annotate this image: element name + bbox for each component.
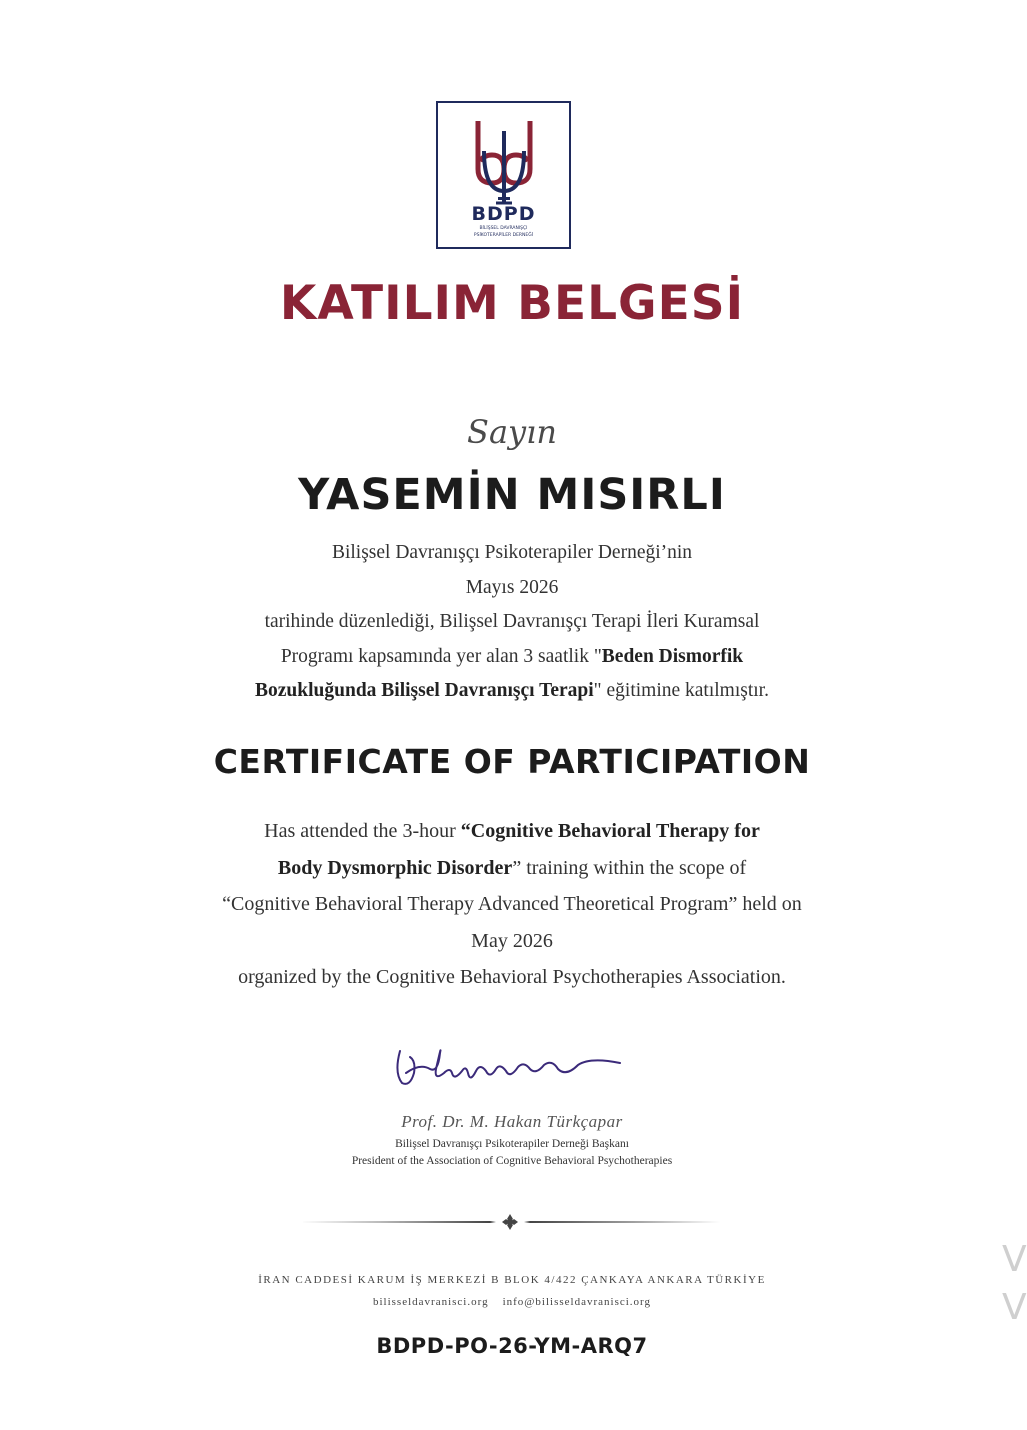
handwritten-signature-icon — [380, 1033, 650, 1093]
footer-email[interactable]: info@bilisseldavranisci.org — [502, 1296, 652, 1308]
bdpd-logo — [436, 101, 571, 249]
tr-body-line: Bilişsel Davranışçı Psikoterapiler Derneği’nin — [331, 542, 693, 563]
tr-body-line — [0, 674, 1024, 709]
logo-name: BDPD — [471, 203, 536, 225]
recipient-name: YASEMİN MISIRLI — [298, 470, 726, 520]
tr-body-line: tarihinde düzenlediği, Bilişsel Davranışçı Terapi İleri Kuramsal — [264, 611, 760, 632]
en-body-line — [0, 813, 1024, 850]
signer-title-tr: Bilişsel Davranışçı Psikoterapiler Derneği Başkanı — [395, 1138, 629, 1150]
watermark-line: V — [1002, 1239, 1027, 1280]
signer-name: Prof. Dr. M. Hakan Türkçapar — [401, 1112, 623, 1131]
logo-subtitle-line1: BİLİŞSEL DAVRANIŞÇI — [479, 226, 528, 231]
tr-body-date: Mayıs 2026 — [465, 576, 559, 598]
footer-website[interactable]: bilisseldavranisci.org — [372, 1296, 489, 1308]
watermark-line: V — [1002, 1287, 1027, 1328]
tr-body-text: " eğitimine katılmıştır. — [593, 680, 769, 701]
en-body-line — [0, 850, 1024, 887]
en-body-line: organized by the Cognitive Behavioral Psychotherapies Association. — [238, 966, 786, 988]
turkish-body-text — [0, 536, 1024, 709]
ornamental-divider — [300, 1212, 720, 1232]
certificate-code: BDPD-PO-26-YM-ARQ7 — [376, 1334, 648, 1358]
en-body-date: May 2026 — [471, 929, 553, 952]
certificate-title-en: CERTIFICATE OF PARTICIPATION — [213, 742, 811, 781]
watermark — [1002, 1236, 1027, 1332]
certificate-title-tr: KATILIM BELGESİ — [279, 276, 745, 331]
signer-title-en: President of the Association of Cognitive Behavioral Psychotherapies — [351, 1155, 673, 1167]
en-body-text: Has attended the 3-hour — [264, 820, 461, 842]
footer-address: İRAN CADDESİ KARUM İŞ MERKEZİ B BLOK 4/422 ÇANKAYA ANKARA TÜRKİYE — [258, 1274, 766, 1286]
tr-body-line — [0, 640, 1024, 675]
en-body-line: “Cognitive Behavioral Therapy Advanced Theoretical Program” held on — [222, 893, 802, 915]
en-body-text: ” training within the scope of — [512, 856, 747, 879]
tr-training-title: Beden Dismorfik — [601, 645, 744, 667]
tr-body-text: Programı kapsamında yer alan 3 saatlik " — [280, 645, 602, 667]
tr-training-title: Bozukluğunda Bilişsel Davranışçı Terapi — [255, 680, 594, 701]
english-body-text — [0, 813, 1024, 996]
salutation: Sayın — [467, 413, 557, 451]
en-training-title: “Cognitive Behavioral Therapy for — [460, 820, 760, 842]
en-training-title: Body Dysmorphic Disorder — [277, 856, 513, 879]
logo-subtitle-line2: PSİKOTERAPİLER DERNEĞİ — [473, 233, 534, 238]
footer-contacts — [0, 1296, 1024, 1308]
